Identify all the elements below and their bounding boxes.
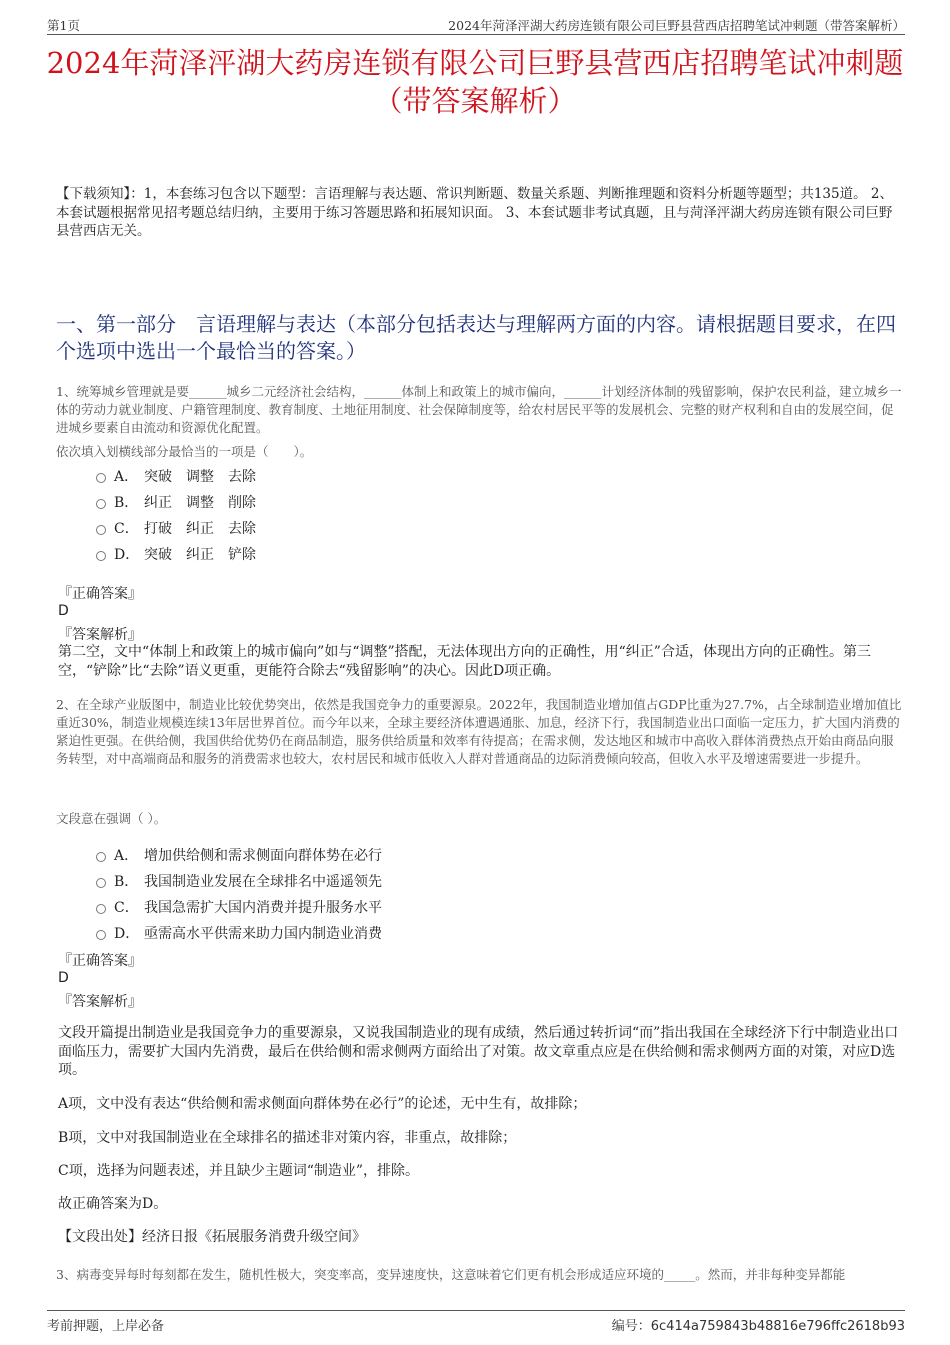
question-2-text: 2、在全球产业版图中，制造业比较优势突出，依然是我国竞争力的重要源泉。2022年，我国制造业增加值占GDP比重为27.7%，占全球制造业增加值比重近30%，制造业规模连续13年居世界首位。而今年以来，全球主要经济体遭遇通胀、加息，经济下行，我国制造业出口面临一定压力，扩大国内消费的紧迫性更强。在供给侧，我国供给优势仍在商品制造，服务供给质量和效率有待提高；在需求侧，发达地区和城市中高收入群体消费热点开始由商品向服务转型，对中高端商品和服务的消费需求也较大，农村居民和城市低收入人群对普通商品的边际消费倾向较高，但收入水平及增速需要进一步提升。 [56, 697, 902, 766]
analysis-label: 『答案解析』 [58, 994, 142, 1010]
option-a[interactable]: A． 突破 调整 去除 [96, 466, 256, 486]
answer-label: 『正确答案』 [58, 586, 142, 602]
analysis-label: 『答案解析』 [58, 627, 142, 643]
analysis-conclusion: 故正确答案为D。 [58, 1196, 168, 1212]
question-3-text: 3、病毒变异每时每刻都在发生，随机性极大，突变率高，变异速度快，这意味着它们更有机会形成适应环境的_____。然而，并非每种变异都能 [56, 1267, 846, 1282]
answer-value: D [58, 970, 69, 986]
option-c[interactable]: C． 我国急需扩大国内消费并提升服务水平 [96, 897, 382, 917]
radio-icon[interactable] [96, 878, 106, 888]
page-title: 2024年菏泽泙湖大药房连锁有限公司巨野县营西店招聘笔试冲刺题（带答案解析） [46, 46, 904, 118]
source-citation: 【文段出处】经济日报《拓展服务消费升级空间》 [58, 1229, 366, 1245]
footer-slogan: 考前押题，上岸必备 [47, 1319, 165, 1334]
radio-icon[interactable] [96, 499, 106, 509]
header-doc-title: 2024年菏泽泙湖大药房连锁有限公司巨野县营西店招聘笔试冲刺题（带答案解析） [448, 18, 905, 33]
page-footer [47, 1310, 905, 1333]
option-d[interactable]: D． 突破 纠正 铲除 [96, 544, 256, 564]
radio-icon[interactable] [96, 551, 106, 561]
document-code: 编号：6c414a759843b48816e796ffc2618b93 [611, 1319, 905, 1334]
option-b[interactable]: B． 我国制造业发展在全球排名中遥遥领先 [96, 871, 382, 891]
analysis-c-note: C项，选择为问题表述，并且缺少主题词“制造业”，排除。 [58, 1163, 420, 1179]
radio-icon[interactable] [96, 525, 106, 535]
answer-label: 『正确答案』 [58, 953, 142, 969]
download-notice: 【下载须知】：1，本套练习包含以下题型：言语理解与表达题、常识判断题、数量关系题、判断推理题和资料分析题等题型；共135道。 2、本套试题根据常见招考题总结归纳，主要用于练习答题思路和拓展知识面。 3、本套试题非考试真题，且与菏泽泙湖大药房连锁有限公司巨野县营西店无关。 [56, 186, 893, 239]
page-number: 第1页 [47, 18, 80, 33]
option-c[interactable]: C． 打破 纠正 去除 [96, 518, 256, 538]
radio-icon[interactable] [96, 930, 106, 940]
question-2-prompt: 文段意在强调（ ）。 [56, 811, 167, 826]
option-a[interactable]: A． 增加供给侧和需求侧面向群体势在必行 [96, 845, 382, 865]
section-title: 一、第一部分 言语理解与表达（本部分包括表达与理解两方面的内容。请根据题目要求，在四个选项中选出一个最恰当的答案。） [56, 312, 896, 363]
radio-icon[interactable] [96, 852, 106, 862]
page-header [47, 14, 905, 35]
option-d[interactable]: D． 亟需高水平供需来助力国内制造业消费 [96, 923, 382, 943]
analysis-a-note: A项，文中没有表达“供给侧和需求侧面向群体势在必行”的论述，无中生有，故排除； [58, 1096, 587, 1112]
question-1-text: 1、统筹城乡管理就是要______城乡二元经济社会结构，______体制上和政策上的城市偏向，______计划经济体制的残留影响，保护农民利益，建立城乡一体的劳动力就业制度、户籍管理制度、教育制度、土地征用制度、社会保障制度等，给农村居民平等的发展机会、完整的财产权利和自由的发展空间，促进城乡要素自由流动和资源优化配置。 [56, 384, 902, 435]
question-1-prompt: 依次填入划横线部分最恰当的一项是（ ）。 [56, 444, 313, 459]
analysis-text: 文段开篇提出制造业是我国竞争力的重要源泉，又说我国制造业的现有成绩，然后通过转折词“而”指出我国在全球经济下行中制造业出口面临压力，需要扩大国内先消费，最后在供给侧和需求侧两方面给出了对策。故文章重点应是在供给侧和需求侧两方面的对策，对应D选项。 [58, 1025, 899, 1078]
analysis-text: 第二空，文中“体制上和政策上的城市偏向”如与“调整”搭配，无法体现出方向的正确性，用“纠正”合适，体现出方向的正确性。第三空，“铲除”比“去除”语义更重，更能符合除去“残留影响”的决心。因此D项正确。 [58, 644, 871, 679]
radio-icon[interactable] [96, 904, 106, 914]
option-b[interactable]: B． 纠正 调整 削除 [96, 492, 256, 512]
answer-value: D [58, 603, 69, 619]
radio-icon[interactable] [96, 473, 106, 483]
analysis-b-note: B项，文中对我国制造业在全球排名的描述非对策内容，非重点，故排除； [58, 1130, 517, 1146]
